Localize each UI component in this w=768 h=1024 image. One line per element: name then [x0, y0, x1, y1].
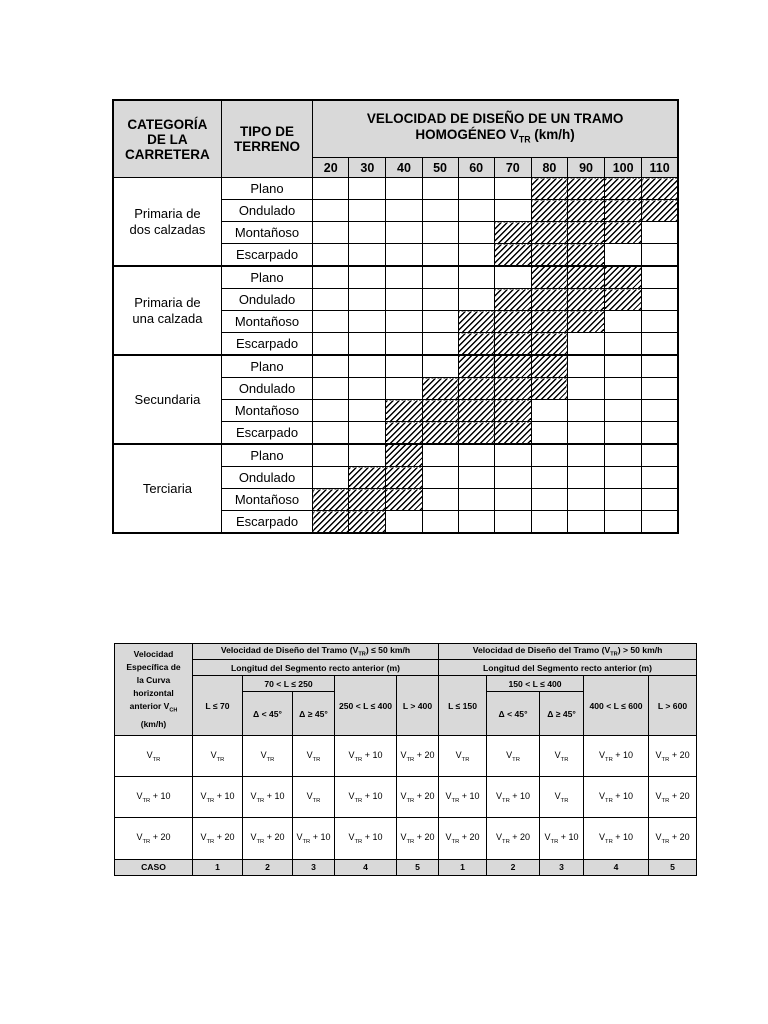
speed-cell [386, 289, 422, 311]
speed-cell [386, 244, 422, 267]
caso-label: CASO [115, 859, 193, 875]
hatched-speed-cell [494, 355, 531, 378]
speed-cell [349, 422, 386, 445]
speed-cell [642, 400, 678, 422]
speed-cell [422, 266, 458, 289]
speed-cell [386, 333, 422, 356]
hatched-speed-cell [386, 467, 422, 489]
speed-cell [567, 422, 604, 445]
caso-number: 5 [397, 859, 439, 875]
hatched-speed-cell [567, 244, 604, 267]
speed-cell [567, 444, 604, 467]
speed-cell [458, 444, 494, 467]
speed-cell [642, 289, 678, 311]
speed-cell [386, 200, 422, 222]
speed-cell [642, 266, 678, 289]
speed-value-cell: $V_{TR} + 20$ [439, 818, 487, 859]
speed-cell [349, 222, 386, 244]
speed-value-cell: $V_{TR}$ [193, 735, 243, 776]
a-col-5: L > 400 [397, 676, 439, 736]
speed-cell [458, 244, 494, 267]
caso-number: 1 [193, 859, 243, 875]
speed-cell [422, 333, 458, 356]
speed-cell [642, 444, 678, 467]
speed-value-cell: $V_{TR}$ [293, 777, 335, 818]
caso-number: 5 [649, 859, 697, 875]
speed-cell [349, 178, 386, 200]
speed-cell [567, 355, 604, 378]
speed-cell [422, 244, 458, 267]
speed-value-cell: $V_{TR}$ [540, 777, 584, 818]
terrain-cell: Montañoso [221, 489, 312, 511]
a-col-4: 250 < L ≤ 400 [335, 676, 397, 736]
speed-cell [531, 511, 567, 534]
speed-cell [458, 467, 494, 489]
speed-cell [494, 266, 531, 289]
terrain-cell: Plano [221, 444, 312, 467]
hatched-speed-cell [458, 378, 494, 400]
row-label: $V_{TR} + 20$ [115, 818, 193, 859]
speed-cell [642, 511, 678, 534]
speed-value-cell: $V_{TR} + 10$ [243, 777, 293, 818]
caso-number: 4 [335, 859, 397, 875]
speed-header: 20 [313, 158, 349, 178]
terrain-cell: Montañoso [221, 222, 312, 244]
speed-cell [386, 355, 422, 378]
speed-cell [642, 422, 678, 445]
left-header-line: (km/h) [140, 718, 167, 729]
speed-cell [313, 378, 349, 400]
speed-cell [531, 489, 567, 511]
hatched-speed-cell [386, 444, 422, 467]
speed-value-cell: $V_{TR} + 20$ [397, 777, 439, 818]
terrain-cell: Ondulado [221, 467, 312, 489]
terrain-cell: Ondulado [221, 378, 312, 400]
caso-number: 4 [584, 859, 649, 875]
speed-value-cell: $V_{TR} + 20$ [397, 735, 439, 776]
hatched-speed-cell [386, 422, 422, 445]
speed-cell [313, 200, 349, 222]
speed-cell [313, 467, 349, 489]
hatched-speed-cell [422, 400, 458, 422]
terrain-cell: Escarpado [221, 333, 312, 356]
speed-cell [642, 222, 678, 244]
terrain-cell: Ondulado [221, 200, 312, 222]
left-header-line: Específica de [126, 662, 181, 673]
caso-number: 2 [243, 859, 293, 875]
hatched-speed-cell [458, 311, 494, 333]
speed-cell [386, 511, 422, 534]
speed-header: 50 [422, 158, 458, 178]
speed-value-cell: $V_{TR} + 10$ [584, 818, 649, 859]
caso-row [115, 859, 697, 875]
hatched-speed-cell [494, 400, 531, 422]
speed-cell [386, 378, 422, 400]
speed-cell [349, 378, 386, 400]
hatched-speed-cell [494, 244, 531, 267]
speed-cell [349, 444, 386, 467]
terrain-row [113, 178, 678, 200]
speed-value-cell: $V_{TR} + 10$ [439, 777, 487, 818]
hatched-speed-cell [313, 511, 349, 534]
hatched-speed-cell [494, 311, 531, 333]
b-col-1: L ≤ 150 [439, 676, 487, 736]
a-col-1: L ≤ 70 [193, 676, 243, 736]
speed-cell [349, 311, 386, 333]
speed-cell [386, 311, 422, 333]
speed-cell [386, 222, 422, 244]
hatched-speed-cell [422, 378, 458, 400]
hatched-speed-cell [458, 333, 494, 356]
speed-cell [642, 244, 678, 267]
hatched-speed-cell [567, 311, 604, 333]
hatched-speed-cell [531, 289, 567, 311]
speed-cell [349, 400, 386, 422]
left-header-line: la Curva [136, 675, 171, 686]
hatched-speed-cell [494, 222, 531, 244]
speed-cell [567, 511, 604, 534]
speed-value-cell: $V_{TR} + 20$ [649, 818, 697, 859]
speed-cell [605, 244, 642, 267]
caso-number: 2 [487, 859, 540, 875]
b-col-2: Δ < 45° [487, 692, 540, 735]
specific-speed-table [114, 643, 697, 876]
speed-header: 110 [642, 158, 678, 178]
speed-value-cell: $V_{TR} + 10$ [540, 818, 584, 859]
speed-header: 30 [349, 158, 386, 178]
row-label: $V_{TR}$ [115, 735, 193, 776]
speed-cell [313, 222, 349, 244]
speed-cell [605, 355, 642, 378]
speed-cell [313, 289, 349, 311]
b-col-5: L > 600 [649, 676, 697, 736]
speed-cell [605, 333, 642, 356]
header-velocidad [313, 100, 678, 158]
speed-cell [458, 200, 494, 222]
speed-row [115, 777, 697, 818]
terrain-cell: Plano [221, 266, 312, 289]
speed-cell [313, 400, 349, 422]
speed-cell [567, 378, 604, 400]
speed-cell [349, 244, 386, 267]
hatched-speed-cell [531, 244, 567, 267]
speed-cell [422, 467, 458, 489]
hatched-speed-cell [422, 422, 458, 445]
speed-cell [349, 355, 386, 378]
terrain-row [113, 266, 678, 289]
category-cell: Primaria de dos calzadas [113, 178, 221, 267]
row-label: $V_{TR} + 10$ [115, 777, 193, 818]
speed-cell [494, 178, 531, 200]
group-a-title: Velocidad de Diseño del Tramo $(V_{TR}) \le 50$ km/h [193, 644, 439, 660]
speed-cell [531, 444, 567, 467]
speed-value-cell: $V_{TR} + 10$ [487, 777, 540, 818]
speed-cell [313, 178, 349, 200]
speed-cell [605, 311, 642, 333]
hatched-speed-cell [605, 289, 642, 311]
speed-value-cell: $V_{TR} + 10$ [335, 777, 397, 818]
speed-value-cell: $V_{TR} + 20$ [487, 818, 540, 859]
hatched-speed-cell [458, 400, 494, 422]
speed-header: 40 [386, 158, 422, 178]
terrain-cell: Escarpado [221, 244, 312, 267]
hatched-speed-cell [531, 333, 567, 356]
speed-cell [349, 266, 386, 289]
hatched-speed-cell [494, 289, 531, 311]
header-velocidad-line2: HOMOGÉNEO $V_{TR}$ (km/h) [415, 126, 575, 145]
hatched-speed-cell [531, 178, 567, 200]
speed-value-cell: $V_{TR}$ [540, 735, 584, 776]
speed-cell [531, 400, 567, 422]
speed-value-cell: $V_{TR} + 20$ [397, 818, 439, 859]
hatched-speed-cell [605, 222, 642, 244]
speed-cell [605, 511, 642, 534]
group-a-length: Longitud del Segmento recto anterior (m) [193, 660, 439, 676]
speed-cell [313, 333, 349, 356]
group-b-length: Longitud del Segmento recto anterior (m) [439, 660, 697, 676]
speed-cell [422, 178, 458, 200]
left-header-line: horizontal [133, 688, 174, 699]
speed-cell [567, 333, 604, 356]
speed-cell [422, 200, 458, 222]
speed-cell [386, 266, 422, 289]
speed-cell [422, 289, 458, 311]
speed-cell [494, 200, 531, 222]
speed-cell [605, 422, 642, 445]
a-col-3: Δ ≥ 45° [293, 692, 335, 735]
speed-cell [458, 266, 494, 289]
speed-cell [313, 444, 349, 467]
b-col-4: 400 < L ≤ 600 [584, 676, 649, 736]
a-col-mid: 70 < L ≤ 250 [243, 676, 335, 692]
terrain-row [113, 444, 678, 467]
speed-cell [458, 511, 494, 534]
hatched-speed-cell [531, 266, 567, 289]
hatched-speed-cell [567, 200, 604, 222]
speed-cell [458, 289, 494, 311]
speed-cell [605, 489, 642, 511]
header-velocidad-line1: VELOCIDAD DE DISEÑO DE UN TRAMO [366, 110, 624, 126]
speed-cell [422, 489, 458, 511]
hatched-speed-cell [349, 511, 386, 534]
speed-cell [531, 422, 567, 445]
hatched-speed-cell [531, 311, 567, 333]
hatched-speed-cell [605, 178, 642, 200]
hatched-speed-cell [494, 333, 531, 356]
speed-cell [313, 422, 349, 445]
speed-value-cell: $V_{TR}$ [439, 735, 487, 776]
left-header-line: anterior $V_{CH}$ [129, 701, 178, 714]
speed-cell [567, 400, 604, 422]
speed-value-cell: $V_{TR} + 20$ [649, 735, 697, 776]
hatched-speed-cell [605, 200, 642, 222]
hatched-speed-cell [567, 222, 604, 244]
speed-header: 100 [605, 158, 642, 178]
caso-number: 1 [439, 859, 487, 875]
speed-cell [386, 178, 422, 200]
hatched-speed-cell [386, 489, 422, 511]
speed-value-cell: $V_{TR} + 10$ [584, 735, 649, 776]
left-header-line: Velocidad [133, 649, 174, 660]
a-col-2: Δ < 45° [243, 692, 293, 735]
speed-cell [642, 489, 678, 511]
category-cell: Secundaria [113, 355, 221, 444]
speed-cell [313, 244, 349, 267]
speed-cell [422, 511, 458, 534]
header-velocidad-especifica [115, 644, 193, 736]
terrain-cell: Plano [221, 178, 312, 200]
speed-cell [458, 222, 494, 244]
speed-cell [422, 222, 458, 244]
speed-cell [642, 467, 678, 489]
speed-value-cell: $V_{TR} + 10$ [584, 777, 649, 818]
speed-value-cell: $V_{TR}$ [243, 735, 293, 776]
caso-number: 3 [540, 859, 584, 875]
speed-cell [531, 467, 567, 489]
speed-cell [642, 311, 678, 333]
hatched-speed-cell [531, 378, 567, 400]
speed-cell [494, 444, 531, 467]
speed-cell [422, 311, 458, 333]
speed-row [115, 818, 697, 859]
speed-value-cell: $V_{TR} + 10$ [193, 777, 243, 818]
speed-value-cell: $V_{TR}$ [293, 735, 335, 776]
speed-cell [642, 333, 678, 356]
speed-cell [605, 444, 642, 467]
speed-cell [458, 489, 494, 511]
speed-cell [567, 467, 604, 489]
hatched-speed-cell [531, 355, 567, 378]
speed-cell [494, 489, 531, 511]
speed-cell [458, 178, 494, 200]
hatched-speed-cell [531, 222, 567, 244]
header-tipo-terreno: TIPO DE TERRENO [221, 100, 312, 178]
speed-cell [349, 333, 386, 356]
speed-value-cell: $V_{TR} + 10$ [293, 818, 335, 859]
speed-value-cell: $V_{TR}$ [487, 735, 540, 776]
speed-cell [605, 400, 642, 422]
hatched-speed-cell [458, 422, 494, 445]
terrain-cell: Ondulado [221, 289, 312, 311]
speed-header: 90 [567, 158, 604, 178]
b-col-mid: 150 < L ≤ 400 [487, 676, 584, 692]
hatched-speed-cell [494, 422, 531, 445]
speed-cell [422, 444, 458, 467]
speed-cell [605, 467, 642, 489]
hatched-speed-cell [567, 266, 604, 289]
speed-cell [494, 511, 531, 534]
speed-value-cell: $V_{TR} + 20$ [193, 818, 243, 859]
category-cell: Terciaria [113, 444, 221, 533]
hatched-speed-cell [349, 467, 386, 489]
terrain-cell: Montañoso [221, 311, 312, 333]
hatched-speed-cell [642, 200, 678, 222]
speed-cell [313, 311, 349, 333]
hatched-speed-cell [567, 178, 604, 200]
header-categoria: CATEGORÍA DE LA CARRETERA [113, 100, 221, 178]
speed-cell [567, 489, 604, 511]
speed-cell [494, 467, 531, 489]
speed-cell [313, 355, 349, 378]
hatched-speed-cell [494, 378, 531, 400]
speed-value-cell: $V_{TR} + 10$ [335, 735, 397, 776]
speed-header: 80 [531, 158, 567, 178]
speed-cell [313, 266, 349, 289]
speed-cell [349, 289, 386, 311]
speed-value-cell: $V_{TR} + 10$ [335, 818, 397, 859]
terrain-cell: Montañoso [221, 400, 312, 422]
speed-cell [642, 355, 678, 378]
speed-cell [605, 378, 642, 400]
b-col-3: Δ ≥ 45° [540, 692, 584, 735]
group-b-title: Velocidad de Diseño del Tramo $(V_{TR}) > 50$ km/h [439, 644, 697, 660]
terrain-cell: Escarpado [221, 511, 312, 534]
speed-cell [422, 355, 458, 378]
speed-cell [349, 200, 386, 222]
speed-row [115, 735, 697, 776]
hatched-speed-cell [349, 489, 386, 511]
hatched-speed-cell [567, 289, 604, 311]
terrain-cell: Plano [221, 355, 312, 378]
speed-cell [642, 378, 678, 400]
speed-header: 60 [458, 158, 494, 178]
hatched-speed-cell [313, 489, 349, 511]
caso-number: 3 [293, 859, 335, 875]
hatched-speed-cell [531, 200, 567, 222]
terrain-row [113, 355, 678, 378]
hatched-speed-cell [605, 266, 642, 289]
design-speed-table [112, 99, 679, 534]
hatched-speed-cell [458, 355, 494, 378]
hatched-speed-cell [386, 400, 422, 422]
hatched-speed-cell [642, 178, 678, 200]
speed-value-cell: $V_{TR} + 20$ [243, 818, 293, 859]
speed-value-cell: $V_{TR} + 20$ [649, 777, 697, 818]
category-cell: Primaria de una calzada [113, 266, 221, 355]
speed-header: 70 [494, 158, 531, 178]
terrain-cell: Escarpado [221, 422, 312, 445]
